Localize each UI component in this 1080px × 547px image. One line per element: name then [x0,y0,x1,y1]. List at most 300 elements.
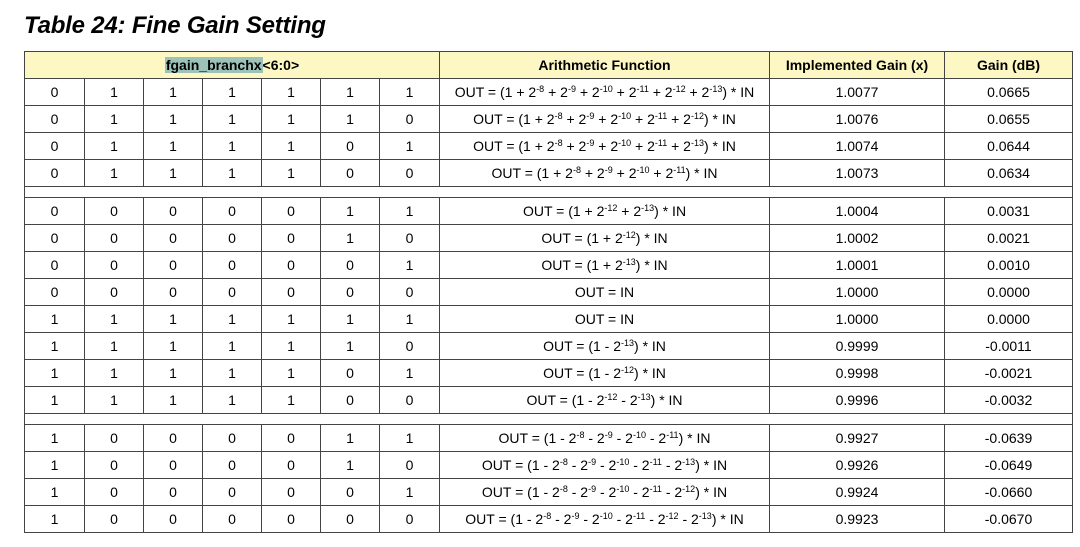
formula-text: + 2 [648,84,673,100]
bit-cell: 1 [144,106,203,133]
formula-exponent: -11 [654,138,668,148]
formula-exponent: -11 [673,165,686,175]
formula-exponent: -12 [604,392,618,402]
formula-exponent: -9 [588,457,597,467]
bit-cell: 1 [203,387,262,414]
formula-text: - 2 [584,430,605,446]
implemented-gain-cell: 0.9999 [770,333,945,360]
bit-cell: 1 [144,133,203,160]
formula-text: - 2 [567,457,589,473]
bit-cell: 1 [203,333,262,360]
table-row [25,79,1073,106]
table-row [25,198,1073,225]
formula-text: - 2 [596,457,617,473]
gain-db-cell: -0.0021 [945,360,1073,387]
formula-exponent: -13 [621,338,635,348]
bit-cell: 1 [321,79,380,106]
table-row [25,133,1073,160]
bit-cell: 1 [25,506,85,533]
implemented-gain-cell: 1.0073 [770,160,945,187]
table-row [25,279,1073,306]
implemented-gain-cell: 0.9998 [770,360,945,387]
bit-cell: 1 [144,160,203,187]
formula-exponent: -11 [654,111,668,121]
formula-exponent: -8 [559,484,568,494]
arithmetic-function-cell [440,198,770,225]
group-separator-row [25,187,1073,198]
formula-exponent: -11 [636,84,649,94]
table-row [25,160,1073,187]
bit-cell: 0 [85,506,144,533]
formula-text: OUT = (1 + 2 [454,84,537,100]
implemented-gain-cell: 1.0000 [770,279,945,306]
gain-db-cell: -0.0660 [945,479,1073,506]
formula-text: ) * IN [685,165,718,181]
formula-text: - 2 [661,484,683,500]
formula-exponent: -10 [599,84,613,94]
formula-text: + 2 [594,138,619,154]
bit-cell: 1 [144,306,203,333]
formula-text: - 2 [612,430,633,446]
gain-db-cell: -0.0011 [945,333,1073,360]
header-arithmetic-function: Arithmetic Function [440,52,770,79]
formula-text: OUT = (1 - 2 [543,365,622,381]
bit-cell: 1 [25,387,85,414]
table-row [25,425,1073,452]
formula-exponent: -11 [666,430,679,440]
formula-text: OUT = (1 - 2 [526,392,605,408]
formula-exponent: -12 [672,84,686,94]
bit-cell: 0 [25,252,85,279]
formula-text: OUT = (1 - 2 [481,484,560,500]
formula-exponent: -13 [637,392,651,402]
bit-cell: 0 [321,252,380,279]
formula-exponent: -9 [604,165,613,175]
bit-cell: 1 [321,452,380,479]
formula-exponent: -8 [559,457,568,467]
bit-cell: 0 [321,506,380,533]
formula-exponent: -9 [586,138,595,148]
formula-text: + 2 [612,84,637,100]
bit-cell: 1 [321,425,380,452]
formula-exponent: -12 [690,111,704,121]
implemented-gain-cell: 1.0076 [770,106,945,133]
formula-exponent: -8 [554,138,563,148]
formula-text: ) * IN [711,511,744,527]
bit-cell: 0 [144,506,203,533]
table-body [25,79,1073,533]
bit-cell: 0 [380,106,440,133]
arithmetic-function-cell [440,160,770,187]
formula-text: + 2 [612,165,637,181]
formula-text: OUT = (1 - 2 [465,511,544,527]
table-row [25,306,1073,333]
formula-text: + 2 [685,84,710,100]
implemented-gain-cell: 0.9923 [770,506,945,533]
bit-cell: 0 [380,387,440,414]
formula-exponent: -12 [621,365,635,375]
bit-cell: 0 [321,360,380,387]
formula-text: + 2 [649,165,674,181]
table-row [25,506,1073,533]
formula-text: ) * IN [635,230,668,246]
formula-text: OUT = (1 - 2 [543,338,622,354]
implemented-gain-cell: 1.0001 [770,252,945,279]
formula-text: ) * IN [695,457,728,473]
bit-cell: 1 [380,252,440,279]
bit-cell: 1 [262,133,321,160]
formula-exponent: -8 [536,84,545,94]
bit-cell: 0 [321,160,380,187]
bit-cell: 1 [85,360,144,387]
bit-cell: 0 [144,252,203,279]
bit-cell: 1 [262,106,321,133]
table-row [25,452,1073,479]
bit-cell: 0 [85,252,144,279]
gain-db-cell: -0.0670 [945,506,1073,533]
formula-text: ) * IN [634,338,666,354]
formula-exponent: -9 [586,111,595,121]
formula-exponent: -13 [622,257,636,267]
formula-text: - 2 [645,430,667,446]
bit-cell: 1 [85,333,144,360]
bit-cell: 1 [85,306,144,333]
bit-cell: 0 [203,225,262,252]
bit-cell: 0 [203,198,262,225]
formula-text: ) * IN [722,84,755,100]
header-bits [25,52,440,79]
bit-cell: 0 [25,198,85,225]
group-separator-cell [25,414,1073,425]
bit-cell: 1 [144,360,203,387]
bit-cell: 0 [203,506,262,533]
formula-exponent: -9 [604,430,613,440]
formula-exponent: -10 [632,430,646,440]
formula-exponent: -13 [682,457,696,467]
bit-cell: 0 [262,279,321,306]
arithmetic-function-cell [440,425,770,452]
formula-text: - 2 [596,484,617,500]
table-row [25,360,1073,387]
formula-exponent: -8 [576,430,585,440]
formula-text: ) * IN [650,392,683,408]
bit-cell: 0 [380,225,440,252]
formula-exponent: -13 [690,138,704,148]
arithmetic-function-cell [440,360,770,387]
bit-cell: 1 [85,133,144,160]
bit-cell: 0 [25,225,85,252]
formula-text: + 2 [575,84,600,100]
table-row [25,225,1073,252]
gain-db-cell: 0.0665 [945,79,1073,106]
formula-text: - 2 [612,511,633,527]
formula-exponent: -11 [632,511,646,521]
bit-cell: 1 [262,160,321,187]
formula-exponent: -12 [604,203,618,213]
bit-cell: 1 [262,333,321,360]
formula-text: OUT = (1 + 2 [522,203,605,219]
bit-cell: 1 [262,360,321,387]
formula-text: + 2 [631,138,655,154]
formula-text: OUT = (1 + 2 [541,257,623,273]
bit-cell: 1 [144,79,203,106]
bit-cell: 0 [144,479,203,506]
formula-text: - 2 [629,484,650,500]
formula-exponent: -8 [554,111,563,121]
bit-cell: 1 [85,387,144,414]
formula-text: OUT = (1 - 2 [498,430,577,446]
header-bits-name: fgain_branchx [165,57,262,73]
bit-cell: 0 [85,452,144,479]
bit-cell: 1 [25,333,85,360]
table-title: Table 24: Fine Gain Setting [24,12,326,39]
formula-text: + 2 [667,111,691,127]
arithmetic-function-cell [440,133,770,160]
formula-text: OUT = (1 + 2 [491,165,573,181]
bit-cell: 1 [25,425,85,452]
formula-text: + 2 [667,138,691,154]
formula-text: - 2 [567,484,589,500]
formula-exponent: -12 [665,511,679,521]
bit-cell: 1 [380,133,440,160]
bit-cell: 0 [262,452,321,479]
formula-text: OUT = (1 + 2 [473,111,555,127]
formula-exponent: -12 [622,230,636,240]
formula-exponent: -13 [698,511,712,521]
bit-cell: 0 [380,506,440,533]
formula-exponent: -8 [572,165,581,175]
gain-db-cell: -0.0032 [945,387,1073,414]
fine-gain-table [24,51,1073,533]
formula-text: - 2 [661,457,683,473]
formula-text: + 2 [580,165,605,181]
bit-cell: 0 [25,279,85,306]
bit-cell: 0 [25,160,85,187]
arithmetic-function-cell [440,479,770,506]
bit-cell: 0 [144,452,203,479]
bit-cell: 1 [203,360,262,387]
formula-text: - 2 [678,511,699,527]
formula-exponent: -11 [649,484,662,494]
formula-text: OUT = IN [574,284,635,300]
bit-cell: 0 [203,252,262,279]
formula-text: ) * IN [703,111,736,127]
bit-cell: 1 [262,387,321,414]
gain-db-cell: -0.0649 [945,452,1073,479]
formula-exponent: -10 [616,484,630,494]
formula-text: OUT = (1 + 2 [541,230,623,246]
bit-cell: 0 [85,425,144,452]
header-bits-range: <6:0> [262,57,300,73]
table-row [25,106,1073,133]
gain-db-cell: 0.0031 [945,198,1073,225]
formula-text: ) * IN [634,365,666,381]
formula-text: - 2 [617,392,638,408]
bit-cell: 1 [85,160,144,187]
arithmetic-function-cell [440,333,770,360]
bit-cell: 0 [144,279,203,306]
formula-exponent: -12 [682,484,696,494]
formula-text: - 2 [629,457,650,473]
bit-cell: 0 [262,425,321,452]
formula-text: + 2 [631,111,655,127]
formula-exponent: -9 [567,84,576,94]
table-row [25,387,1073,414]
bit-cell: 1 [321,306,380,333]
bit-cell: 0 [25,133,85,160]
formula-text: + 2 [617,203,642,219]
implemented-gain-cell: 0.9924 [770,479,945,506]
formula-exponent: -13 [709,84,723,94]
table-header-row [25,52,1073,79]
bit-cell: 1 [380,306,440,333]
formula-text: ) * IN [695,484,728,500]
bit-cell: 1 [380,425,440,452]
formula-text: + 2 [594,111,619,127]
bit-cell: 0 [262,225,321,252]
bit-cell: 1 [321,106,380,133]
bit-cell: 0 [380,279,440,306]
formula-text: - 2 [551,511,572,527]
bit-cell: 1 [25,306,85,333]
implemented-gain-cell: 1.0000 [770,306,945,333]
bit-cell: 0 [144,225,203,252]
formula-text: OUT = (1 - 2 [481,457,560,473]
bit-cell: 0 [380,333,440,360]
implemented-gain-cell: 1.0004 [770,198,945,225]
group-separator-row [25,414,1073,425]
formula-text: OUT = IN [574,311,635,327]
bit-cell: 0 [203,479,262,506]
implemented-gain-cell: 1.0077 [770,79,945,106]
formula-text: ) * IN [654,203,687,219]
formula-text: ) * IN [678,430,711,446]
gain-db-cell: -0.0639 [945,425,1073,452]
bit-cell: 0 [85,479,144,506]
bit-cell: 0 [85,279,144,306]
gain-db-cell: 0.0000 [945,279,1073,306]
bit-cell: 1 [203,306,262,333]
arithmetic-function-cell [440,279,770,306]
implemented-gain-cell: 0.9996 [770,387,945,414]
arithmetic-function-cell [440,252,770,279]
gain-db-cell: 0.0644 [945,133,1073,160]
bit-cell: 0 [262,479,321,506]
bit-cell: 1 [25,452,85,479]
implemented-gain-cell: 0.9927 [770,425,945,452]
bit-cell: 1 [262,79,321,106]
formula-exponent: -10 [599,511,613,521]
formula-exponent: -10 [636,165,650,175]
bit-cell: 1 [380,79,440,106]
gain-db-cell: 0.0655 [945,106,1073,133]
bit-cell: 0 [321,133,380,160]
gain-db-cell: 0.0634 [945,160,1073,187]
formula-exponent: -10 [618,138,632,148]
bit-cell: 0 [144,425,203,452]
bit-cell: 0 [321,387,380,414]
formula-text: - 2 [645,511,666,527]
bit-cell: 0 [203,425,262,452]
formula-exponent: -8 [543,511,552,521]
formula-text: + 2 [562,138,587,154]
gain-db-cell: 0.0000 [945,306,1073,333]
bit-cell: 0 [25,106,85,133]
bit-cell: 1 [144,333,203,360]
arithmetic-function-cell [440,452,770,479]
bit-cell: 1 [85,79,144,106]
arithmetic-function-cell [440,106,770,133]
formula-text: - 2 [579,511,600,527]
bit-cell: 1 [25,360,85,387]
table-row [25,252,1073,279]
implemented-gain-cell: 1.0074 [770,133,945,160]
bit-cell: 0 [380,452,440,479]
bit-cell: 0 [203,452,262,479]
bit-cell: 1 [85,106,144,133]
bit-cell: 1 [203,133,262,160]
bit-cell: 0 [262,252,321,279]
bit-cell: 1 [321,198,380,225]
bit-cell: 1 [25,479,85,506]
header-gain-db: Gain (dB) [945,52,1073,79]
formula-text: + 2 [544,84,568,100]
formula-exponent: -9 [588,484,597,494]
bit-cell: 1 [380,198,440,225]
formula-text: ) * IN [635,257,668,273]
bit-cell: 0 [321,479,380,506]
bit-cell: 1 [380,479,440,506]
arithmetic-function-cell [440,225,770,252]
implemented-gain-cell: 0.9926 [770,452,945,479]
bit-cell: 0 [144,198,203,225]
formula-exponent: -13 [641,203,655,213]
bit-cell: 1 [321,333,380,360]
bit-cell: 0 [262,506,321,533]
bit-cell: 1 [203,79,262,106]
bit-cell: 0 [25,79,85,106]
bit-cell: 0 [85,198,144,225]
arithmetic-function-cell [440,506,770,533]
bit-cell: 0 [262,198,321,225]
bit-cell: 1 [262,306,321,333]
bit-cell: 0 [380,160,440,187]
formula-exponent: -11 [649,457,662,467]
formula-text: ) * IN [703,138,736,154]
gain-db-cell: 0.0021 [945,225,1073,252]
formula-text: + 2 [562,111,587,127]
formula-exponent: -10 [616,457,630,467]
bit-cell: 1 [144,387,203,414]
bit-cell: 1 [203,106,262,133]
arithmetic-function-cell [440,306,770,333]
formula-exponent: -10 [618,111,632,121]
table-row [25,479,1073,506]
header-implemented-gain: Implemented Gain (x) [770,52,945,79]
formula-exponent: -9 [571,511,580,521]
bit-cell: 0 [321,279,380,306]
arithmetic-function-cell [440,79,770,106]
bit-cell: 1 [321,225,380,252]
table-row [25,333,1073,360]
group-separator-cell [25,187,1073,198]
bit-cell: 1 [380,360,440,387]
bit-cell: 0 [85,225,144,252]
bit-cell: 1 [203,160,262,187]
formula-text: OUT = (1 + 2 [473,138,555,154]
gain-db-cell: 0.0010 [945,252,1073,279]
bit-cell: 0 [203,279,262,306]
